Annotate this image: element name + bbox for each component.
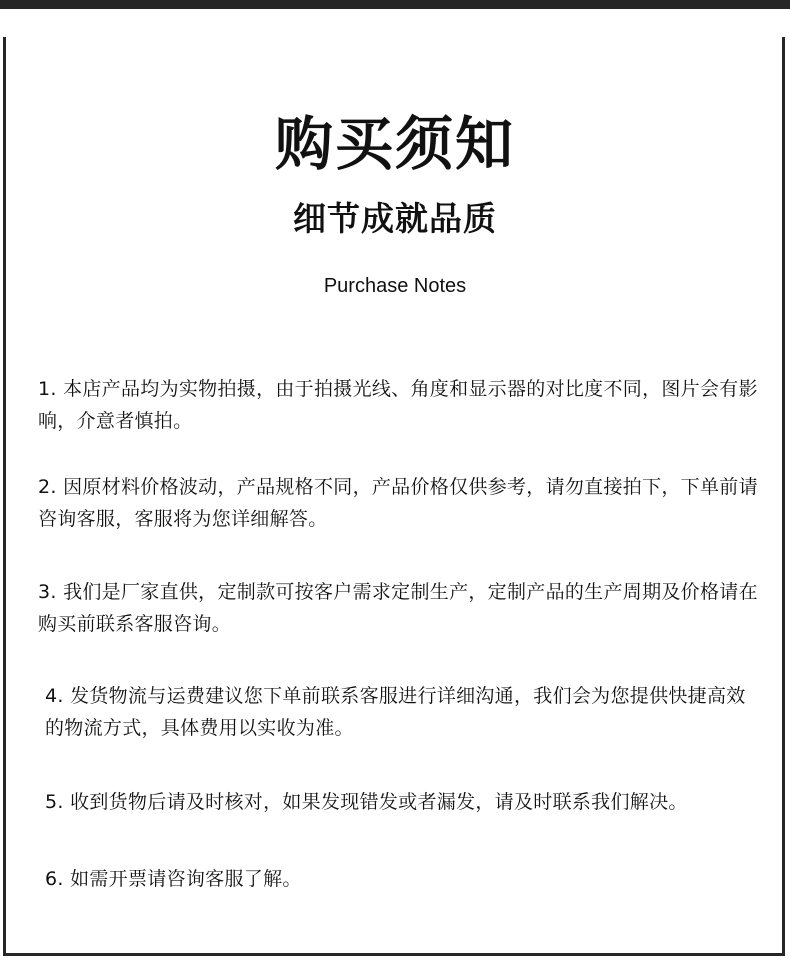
note-1: 1. 本店产品均为实物拍摄，由于拍摄光线、角度和显示器的对比度不同，图片会有影响，介意者慎拍。 [38,378,758,432]
note-5: 5. 收到货物后请及时核对，如果发现错发或者漏发，请及时联系我们解决。 [45,791,688,813]
english-title: Purchase Notes [323,275,467,297]
note-6: 6. 如需开票请咨询客服了解。 [45,868,302,890]
note-4: 4. 发货物流与运费建议您下单前联系客服进行详细沟通，我们会为您提供快捷高效的物流方式，具体费用以实收为准。 [45,685,746,739]
note-3: 3. 我们是厂家直供，定制款可按客户需求定制生产，定制产品的生产周期及价格请在购买前联系客服咨询。 [38,581,758,635]
top-border-bar [0,0,790,9]
page-title: 购买须知 [274,110,515,178]
page-subtitle: 细节成就品质 [293,199,497,238]
note-2: 2. 因原材料价格波动，产品规格不同，产品价格仅供参考，请勿直接拍下，下单前请咨询客服，客服将为您详细解答。 [38,476,758,530]
